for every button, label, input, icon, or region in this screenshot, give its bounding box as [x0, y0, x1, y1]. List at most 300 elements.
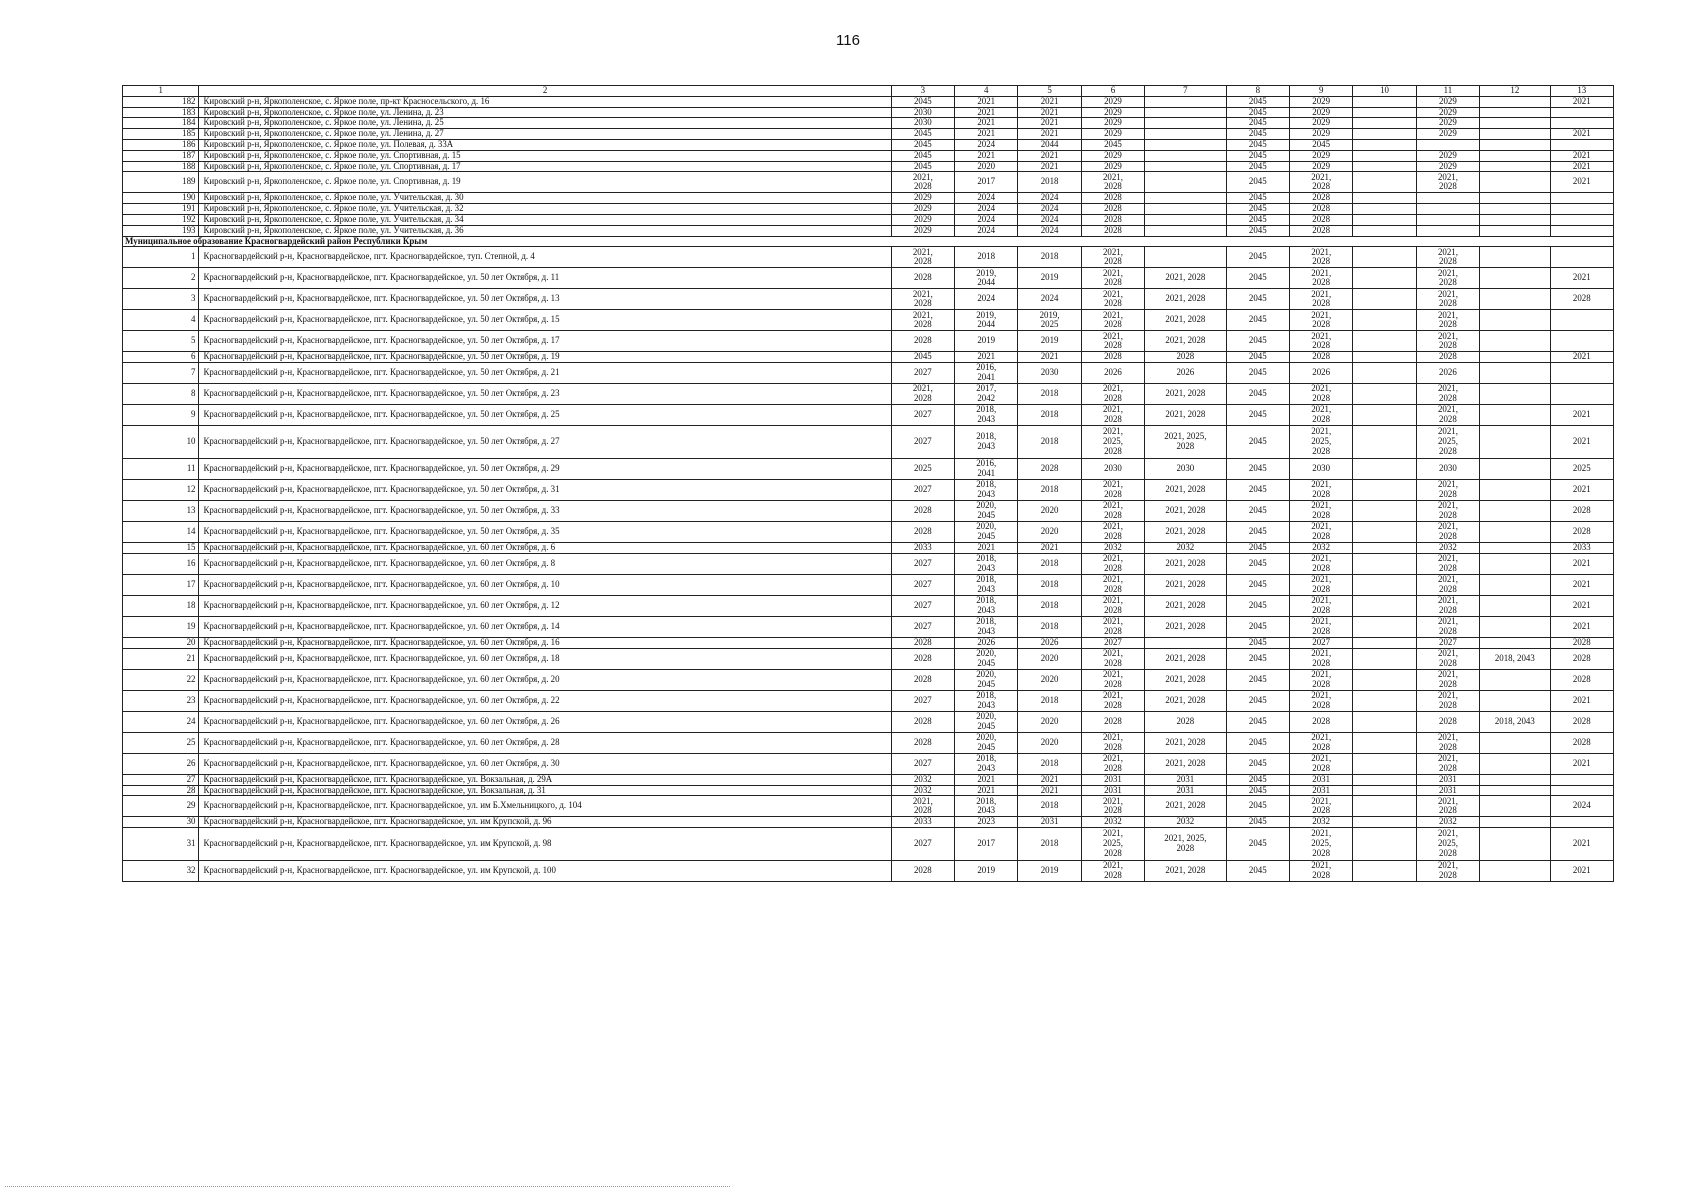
address-cell: Красногвардейский р-н, Красногвардейское, пгт. Красногвардейское, ул. Вокзальная, д. 29А: [199, 774, 891, 785]
year-cell: [1480, 204, 1550, 215]
row-number: 191: [123, 204, 199, 215]
table-row: [123, 172, 1614, 193]
row-number: 29: [123, 796, 199, 817]
year-cell: 2016, 2041: [955, 363, 1018, 384]
row-number: 183: [123, 107, 199, 118]
year-cell: 2021: [1550, 426, 1613, 459]
year-cell: 2032: [1289, 543, 1352, 554]
year-cell: 2021: [955, 774, 1018, 785]
year-cell: [1416, 214, 1479, 225]
page-number: 116: [836, 32, 860, 49]
year-cell: [1480, 817, 1550, 828]
year-cell: [1145, 204, 1226, 215]
year-cell: 2045: [1226, 172, 1289, 193]
year-cell: 2028: [1145, 711, 1226, 732]
year-cell: 2024: [955, 204, 1018, 215]
year-cell: [1353, 690, 1416, 711]
address-cell: Красногвардейский р-н, Красногвардейское, пгт. Красногвардейское, ул. 60 лет Октября, д. 18: [199, 648, 891, 669]
table-row: [123, 426, 1614, 459]
year-cell: 2027: [1289, 637, 1352, 648]
year-cell: 2021, 2025, 2028: [1289, 426, 1352, 459]
table-row: [123, 310, 1614, 331]
year-cell: [1353, 289, 1416, 310]
year-cell: 2018: [1018, 574, 1081, 595]
year-cell: 2021, 2028: [1416, 796, 1479, 817]
year-cell: 2032: [1145, 817, 1226, 828]
address-cell: Кировский р-н, Яркополенское, с. Яркое поле, ул. Учительская, д. 30: [199, 193, 891, 204]
year-cell: [1416, 204, 1479, 215]
year-cell: [1353, 384, 1416, 405]
address-cell: Красногвардейский р-н, Красногвардейское, пгт. Красногвардейское, ул. 50 лет Октября, д. 13: [199, 289, 891, 310]
year-cell: [1480, 331, 1550, 352]
year-cell: [1550, 225, 1613, 236]
year-cell: 2030: [1416, 459, 1479, 480]
year-cell: 2045: [1226, 543, 1289, 554]
year-cell: 2021, 2028: [1416, 732, 1479, 753]
year-cell: 2021: [1018, 118, 1081, 129]
table-row: [123, 648, 1614, 669]
year-cell: [1480, 193, 1550, 204]
year-cell: 2031: [1081, 774, 1144, 785]
year-cell: [1480, 129, 1550, 140]
year-cell: 2045: [1226, 828, 1289, 861]
year-cell: 2027: [891, 828, 954, 861]
address-cell: Кировский р-н, Яркополенское, с. Яркое поле, ул. Спортивная, д. 15: [199, 150, 891, 161]
year-cell: 2021, 2028: [1081, 753, 1144, 774]
year-cell: 2028: [1416, 352, 1479, 363]
year-cell: 2027: [1081, 637, 1144, 648]
year-cell: [1145, 96, 1226, 107]
year-cell: 2019: [955, 861, 1018, 882]
year-cell: [1480, 732, 1550, 753]
address-cell: Красногвардейский р-н, Красногвардейское, пгт. Красногвардейское, ул. 50 лет Октября, д. 11: [199, 268, 891, 289]
row-number: 32: [123, 861, 199, 882]
year-cell: [1353, 172, 1416, 193]
year-cell: [1480, 384, 1550, 405]
year-cell: [1480, 861, 1550, 882]
year-cell: 2018: [1018, 384, 1081, 405]
year-cell: 2045: [1226, 648, 1289, 669]
year-cell: 2021, 2028: [1081, 616, 1144, 637]
year-cell: 2027: [891, 616, 954, 637]
year-cell: [1550, 331, 1613, 352]
year-cell: [1353, 648, 1416, 669]
year-cell: 2021: [955, 543, 1018, 554]
year-cell: 2028: [891, 637, 954, 648]
year-cell: 2045: [891, 150, 954, 161]
year-cell: [1480, 268, 1550, 289]
year-cell: 2028: [1550, 711, 1613, 732]
table-row: [123, 543, 1614, 554]
year-cell: 2021, 2028: [1416, 616, 1479, 637]
address-cell: Кировский р-н, Яркополенское, с. Яркое поле, ул. Спортивная, д. 19: [199, 172, 891, 193]
year-cell: 2045: [1226, 796, 1289, 817]
year-cell: 2028: [1289, 204, 1352, 215]
year-cell: 2021, 2028: [1289, 310, 1352, 331]
year-cell: 2029: [1081, 150, 1144, 161]
year-cell: 2030: [1018, 363, 1081, 384]
year-cell: 2045: [1226, 574, 1289, 595]
year-cell: 2021: [1550, 150, 1613, 161]
row-number: 3: [123, 289, 199, 310]
year-cell: 2019, 2025: [1018, 310, 1081, 331]
year-cell: 2021, 2028: [1081, 247, 1144, 268]
year-cell: 2024: [1018, 214, 1081, 225]
year-cell: [1353, 753, 1416, 774]
year-cell: 2026: [1145, 363, 1226, 384]
row-number: 186: [123, 139, 199, 150]
year-cell: 2021, 2028: [1416, 861, 1479, 882]
year-cell: 2045: [1226, 861, 1289, 882]
address-cell: Кировский р-н, Яркополенское, с. Яркое поле, ул. Полевая, д. 33А: [199, 139, 891, 150]
column-header: 5: [1018, 86, 1081, 97]
year-cell: 2018: [1018, 172, 1081, 193]
year-cell: 2045: [1226, 118, 1289, 129]
table-row: [123, 405, 1614, 426]
row-number: 25: [123, 732, 199, 753]
row-number: 193: [123, 225, 199, 236]
year-cell: [1353, 310, 1416, 331]
year-cell: [1480, 522, 1550, 543]
table-row: [123, 384, 1614, 405]
year-cell: 2021, 2028: [1145, 310, 1226, 331]
year-cell: 2021: [1550, 595, 1613, 616]
year-cell: 2018, 2043: [955, 796, 1018, 817]
year-cell: 2021: [955, 785, 1018, 796]
year-cell: 2024: [1018, 193, 1081, 204]
row-number: 10: [123, 426, 199, 459]
year-cell: 2016, 2041: [955, 459, 1018, 480]
year-cell: 2021, 2028: [1289, 861, 1352, 882]
year-cell: 2020, 2045: [955, 522, 1018, 543]
year-cell: [1550, 384, 1613, 405]
year-cell: 2021: [1018, 96, 1081, 107]
year-cell: 2021, 2025, 2028: [1416, 828, 1479, 861]
year-cell: [1145, 107, 1226, 118]
address-cell: Красногвардейский р-н, Красногвардейское, пгт. Красногвардейское, ул. 60 лет Октября, д. 12: [199, 595, 891, 616]
year-cell: 2030: [1289, 459, 1352, 480]
year-cell: 2021, 2028: [1416, 690, 1479, 711]
year-cell: 2021, 2028: [1416, 595, 1479, 616]
table-row: [123, 711, 1614, 732]
row-number: 7: [123, 363, 199, 384]
year-cell: 2028: [1550, 522, 1613, 543]
year-cell: 2017: [955, 172, 1018, 193]
year-cell: 2021, 2028: [891, 384, 954, 405]
year-cell: 2045: [1226, 214, 1289, 225]
year-cell: 2021, 2028: [1416, 310, 1479, 331]
year-cell: [1353, 817, 1416, 828]
year-cell: 2021, 2028: [1416, 648, 1479, 669]
year-cell: 2028: [1550, 289, 1613, 310]
row-number: 11: [123, 459, 199, 480]
year-cell: [1353, 96, 1416, 107]
year-cell: [1353, 225, 1416, 236]
year-cell: 2021, 2028: [1416, 331, 1479, 352]
year-cell: [1480, 828, 1550, 861]
year-cell: 2021: [1550, 574, 1613, 595]
row-number: 20: [123, 637, 199, 648]
year-cell: 2029: [1416, 161, 1479, 172]
year-cell: [1480, 405, 1550, 426]
year-cell: 2028: [1289, 193, 1352, 204]
year-cell: 2029: [1416, 107, 1479, 118]
schedule-table: [122, 85, 1614, 882]
year-cell: 2021, 2028: [1145, 553, 1226, 574]
year-cell: 2045: [1226, 732, 1289, 753]
year-cell: [1353, 785, 1416, 796]
year-cell: 2027: [891, 690, 954, 711]
year-cell: 2028: [1081, 204, 1144, 215]
year-cell: 2045: [1226, 363, 1289, 384]
table-row: [123, 247, 1614, 268]
year-cell: [1550, 193, 1613, 204]
year-cell: 2021, 2028: [1081, 405, 1144, 426]
year-cell: [1550, 107, 1613, 118]
year-cell: 2021: [1018, 543, 1081, 554]
year-cell: [1145, 225, 1226, 236]
year-cell: 2045: [1226, 310, 1289, 331]
year-cell: 2018, 2043: [955, 616, 1018, 637]
year-cell: 2028: [1550, 669, 1613, 690]
year-cell: 2045: [1226, 459, 1289, 480]
address-cell: Красногвардейский р-н, Красногвардейское, пгт. Красногвардейское, ул. 50 лет Октября, д. 23: [199, 384, 891, 405]
year-cell: 2033: [1550, 543, 1613, 554]
year-cell: [1353, 637, 1416, 648]
year-cell: [1480, 352, 1550, 363]
year-cell: [1353, 861, 1416, 882]
address-cell: Красногвардейский р-н, Красногвардейское, пгт. Красногвардейское, ул. 60 лет Октября, д. 8: [199, 553, 891, 574]
table-row: [123, 637, 1614, 648]
year-cell: 2021, 2028: [1081, 384, 1144, 405]
column-header: 12: [1480, 86, 1550, 97]
year-cell: 2028: [891, 522, 954, 543]
year-cell: 2024: [1550, 796, 1613, 817]
year-cell: [1353, 204, 1416, 215]
year-cell: [1480, 480, 1550, 501]
year-cell: [1353, 522, 1416, 543]
table-header: [123, 86, 1614, 97]
year-cell: 2018, 2043: [1480, 648, 1550, 669]
year-cell: 2029: [1081, 161, 1144, 172]
year-cell: [1550, 139, 1613, 150]
year-cell: [1353, 331, 1416, 352]
year-cell: 2045: [1226, 426, 1289, 459]
year-cell: 2031: [1289, 774, 1352, 785]
year-cell: 2021, 2028: [1416, 669, 1479, 690]
year-cell: 2045: [1226, 139, 1289, 150]
year-cell: [1550, 118, 1613, 129]
year-cell: 2021: [1018, 129, 1081, 140]
address-cell: Красногвардейский р-н, Красногвардейское, пгт. Красногвардейское, ул. 60 лет Октября, д. 28: [199, 732, 891, 753]
year-cell: 2045: [1226, 785, 1289, 796]
address-cell: Красногвардейский р-н, Красногвардейское, пгт. Красногвардейское, ул. 50 лет Октября, д. 15: [199, 310, 891, 331]
year-cell: [1480, 247, 1550, 268]
year-cell: 2045: [1226, 711, 1289, 732]
table-row: [123, 352, 1614, 363]
address-cell: Красногвардейский р-н, Красногвардейское, пгт. Красногвардейское, ул. 60 лет Октября, д. 16: [199, 637, 891, 648]
year-cell: 2021, 2025, 2028: [1081, 426, 1144, 459]
year-cell: 2045: [1226, 405, 1289, 426]
group-row: [123, 236, 1614, 247]
year-cell: 2026: [955, 637, 1018, 648]
year-cell: 2021, 2028: [1081, 732, 1144, 753]
year-cell: 2028: [1289, 225, 1352, 236]
year-cell: 2021, 2028: [1289, 522, 1352, 543]
year-cell: [1550, 204, 1613, 215]
column-header: 6: [1081, 86, 1144, 97]
year-cell: 2028: [891, 648, 954, 669]
year-cell: [1145, 637, 1226, 648]
year-cell: 2045: [1226, 129, 1289, 140]
year-cell: 2033: [891, 817, 954, 828]
year-cell: 2021, 2025, 2028: [1145, 828, 1226, 861]
address-cell: Красногвардейский р-н, Красногвардейское, пгт. Красногвардейское, ул. им Крупской, д. 96: [199, 817, 891, 828]
year-cell: 2021, 2028: [1289, 289, 1352, 310]
year-cell: [1353, 139, 1416, 150]
year-cell: 2021: [955, 96, 1018, 107]
address-cell: Красногвардейский р-н, Красногвардейское, пгт. Красногвардейское, ул. 50 лет Октября, д. 27: [199, 426, 891, 459]
row-number: 27: [123, 774, 199, 785]
year-cell: 2029: [891, 193, 954, 204]
year-cell: 2024: [955, 139, 1018, 150]
year-cell: [1145, 139, 1226, 150]
row-number: 31: [123, 828, 199, 861]
year-cell: 2021, 2028: [1081, 268, 1144, 289]
year-cell: 2024: [955, 193, 1018, 204]
year-cell: 2045: [1226, 522, 1289, 543]
year-cell: 2021, 2028: [1289, 405, 1352, 426]
year-cell: 2045: [891, 352, 954, 363]
year-cell: 2031: [1416, 785, 1479, 796]
address-cell: Кировский р-н, Яркополенское, с. Яркое поле, ул. Ленина, д. 25: [199, 118, 891, 129]
row-number: 14: [123, 522, 199, 543]
row-number: 184: [123, 118, 199, 129]
year-cell: 2028: [1081, 193, 1144, 204]
year-cell: 2028: [1289, 711, 1352, 732]
year-cell: 2018: [1018, 405, 1081, 426]
year-cell: 2028: [1081, 214, 1144, 225]
column-header: 11: [1416, 86, 1479, 97]
year-cell: 2018, 2043: [955, 480, 1018, 501]
year-cell: 2031: [1018, 817, 1081, 828]
table-row: [123, 225, 1614, 236]
year-cell: 2028: [1289, 214, 1352, 225]
year-cell: 2045: [1226, 774, 1289, 785]
year-cell: 2018, 2043: [955, 405, 1018, 426]
year-cell: 2029: [1289, 96, 1352, 107]
year-cell: 2045: [1226, 225, 1289, 236]
year-cell: 2045: [1226, 480, 1289, 501]
year-cell: 2021, 2028: [1145, 574, 1226, 595]
year-cell: 2021: [1550, 129, 1613, 140]
year-cell: [1353, 732, 1416, 753]
year-cell: 2027: [891, 363, 954, 384]
year-cell: 2045: [1226, 690, 1289, 711]
year-cell: 2028: [891, 268, 954, 289]
year-cell: [1480, 690, 1550, 711]
year-cell: 2028: [891, 711, 954, 732]
year-cell: 2024: [955, 289, 1018, 310]
table-row: [123, 553, 1614, 574]
year-cell: 2021: [955, 129, 1018, 140]
row-number: 17: [123, 574, 199, 595]
table-row: [123, 161, 1614, 172]
year-cell: [1353, 459, 1416, 480]
year-cell: 2024: [955, 214, 1018, 225]
year-cell: 2029: [1081, 118, 1144, 129]
year-cell: 2021, 2028: [1289, 553, 1352, 574]
year-cell: 2029: [1289, 150, 1352, 161]
year-cell: 2027: [891, 405, 954, 426]
year-cell: 2045: [1226, 501, 1289, 522]
row-number: 8: [123, 384, 199, 405]
year-cell: [1353, 161, 1416, 172]
year-cell: [1353, 107, 1416, 118]
year-cell: [1145, 247, 1226, 268]
table-row: [123, 501, 1614, 522]
year-cell: 2021: [1018, 150, 1081, 161]
year-cell: [1145, 172, 1226, 193]
row-number: 187: [123, 150, 199, 161]
year-cell: 2024: [1018, 289, 1081, 310]
year-cell: 2021: [1550, 96, 1613, 107]
address-cell: Красногвардейский р-н, Красногвардейское, пгт. Красногвардейское, ул. 60 лет Октября, д. 22: [199, 690, 891, 711]
address-cell: Красногвардейский р-н, Красногвардейское, пгт. Красногвардейское, ул. 50 лет Октября, д. 25: [199, 405, 891, 426]
year-cell: 2021, 2028: [1145, 690, 1226, 711]
year-cell: 2029: [1289, 118, 1352, 129]
row-number: 190: [123, 193, 199, 204]
year-cell: 2021, 2028: [1145, 268, 1226, 289]
column-header: 3: [891, 86, 954, 97]
year-cell: [1145, 129, 1226, 140]
year-cell: 2045: [1289, 139, 1352, 150]
year-cell: 2045: [1226, 595, 1289, 616]
year-cell: [1550, 363, 1613, 384]
year-cell: [1480, 637, 1550, 648]
column-header: 13: [1550, 86, 1613, 97]
year-cell: 2021, 2028: [1416, 405, 1479, 426]
year-cell: 2021, 2028: [1416, 501, 1479, 522]
year-cell: 2031: [1145, 774, 1226, 785]
year-cell: 2017, 2042: [955, 384, 1018, 405]
table-row: [123, 732, 1614, 753]
address-cell: Красногвардейский р-н, Красногвардейское, пгт. Красногвардейское, ул. 60 лет Октября, д. 30: [199, 753, 891, 774]
address-cell: Красногвардейский р-н, Красногвардейское, пгт. Красногвардейское, ул. 50 лет Октября, д. 31: [199, 480, 891, 501]
year-cell: 2029: [1289, 161, 1352, 172]
year-cell: 2027: [1416, 637, 1479, 648]
year-cell: 2017: [955, 828, 1018, 861]
year-cell: 2021, 2028: [1145, 289, 1226, 310]
year-cell: 2018: [1018, 595, 1081, 616]
year-cell: [1353, 268, 1416, 289]
year-cell: 2021, 2028: [1289, 268, 1352, 289]
table-row: [123, 753, 1614, 774]
year-cell: [1416, 225, 1479, 236]
row-number: 188: [123, 161, 199, 172]
address-cell: Красногвардейский р-н, Красногвардейское, пгт. Красногвардейское, ул. Вокзальная, д. 31: [199, 785, 891, 796]
year-cell: [1353, 595, 1416, 616]
year-cell: 2018: [1018, 553, 1081, 574]
year-cell: 2023: [955, 817, 1018, 828]
year-cell: [1480, 118, 1550, 129]
header-row: [123, 86, 1614, 97]
year-cell: 2018, 2043: [955, 690, 1018, 711]
year-cell: 2021, 2028: [1416, 522, 1479, 543]
table-row: [123, 595, 1614, 616]
year-cell: 2018: [1018, 247, 1081, 268]
year-cell: 2028: [891, 501, 954, 522]
